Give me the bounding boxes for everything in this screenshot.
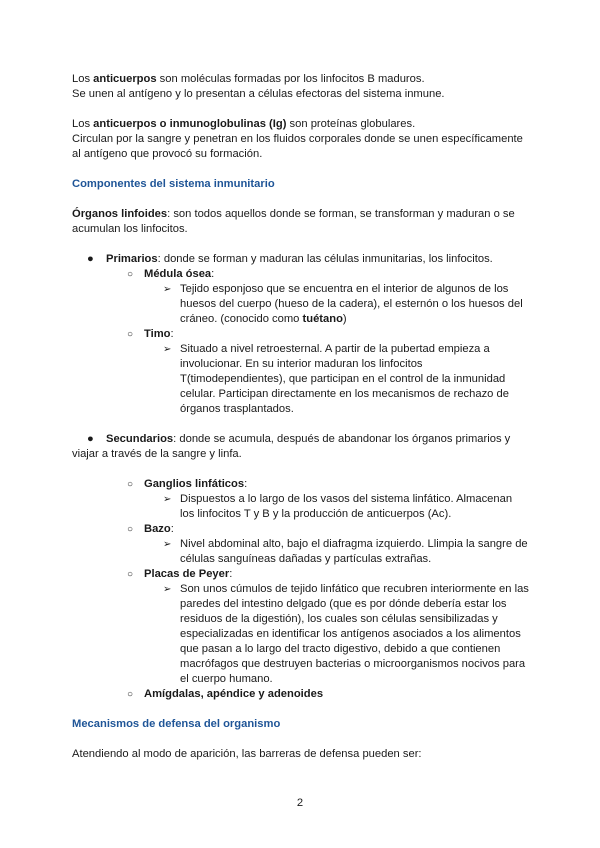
- intro-line-3: Los anticuerpos o inmunoglobulinas (Ig) son proteínas globulares.: [72, 118, 416, 130]
- arrow-bullet-icon: ➢: [163, 584, 172, 595]
- intro-line-4: Circulan por la sangre y penetran en los fluidos corporales donde se unen específicamente: [72, 133, 523, 145]
- list-item-placas-desc: ➢ Son unos cúmulos de tejido linfático que recubren interiormente en las paredes del intestino delgado (que es por dónde debería estar los residuos de la digestión), los cuales son células sensibilizadas y especializadas en identificar los antígenos asociados a los alimentos que pasan a lo largo del tracto digestivo, debido a que contienen macrófagos que destruyen bacterias o microorganismos nocivos para el cuerpo humano.: [163, 583, 529, 685]
- intro-line-1: Los anticuerpos son moléculas formadas por los linfocitos B maduros.: [72, 73, 425, 85]
- arrow-bullet-icon: ➢: [163, 494, 172, 505]
- list-item-timo-desc: ➢ Situado a nivel retroesternal. A partir de la pubertad empieza a involucionar. En su interior maduran los linfocitos T(timodependientes), que participan en el control de la inmunidad celular. Participan directamente en los mecanismos de rechazo de órganos trasplantados.: [163, 343, 509, 415]
- list-item-ganglios-desc: ➢ Dispuestos a lo largo de los vasos del sistema linfático. Almacenan los linfocitos T y B y la producción de anticuerpos (Ac).: [163, 493, 513, 520]
- list-item-ganglios: ○ Ganglios linfáticos:: [127, 478, 248, 490]
- list-item-medula-osea: ○ Médula ósea:: [127, 268, 215, 280]
- secundarios-line-2: viajar a través de la sangre y linfa.: [72, 448, 242, 460]
- circle-bullet-icon: ○: [127, 479, 134, 490]
- intro-line-5: al antígeno que provocó su formación.: [72, 148, 263, 160]
- circle-bullet-icon: ○: [127, 269, 134, 280]
- arrow-bullet-icon: ➢: [163, 539, 172, 550]
- list-item-primarios: ● Primarios: donde se forman y maduran las células inmunitarias, los linfocitos.: [87, 253, 493, 265]
- list-item-timo: ○ Timo:: [127, 328, 174, 340]
- circle-bullet-icon: ○: [127, 689, 134, 700]
- mecanismos-text: Atendiendo al modo de aparición, las barreras de defensa pueden ser:: [72, 748, 422, 760]
- circle-bullet-icon: ○: [127, 569, 134, 580]
- organos-linfoides-line-2: acumulan los linfocitos.: [72, 223, 188, 235]
- arrow-bullet-icon: ➢: [163, 284, 172, 295]
- section-heading-componentes: Componentes del sistema inmunitario: [72, 178, 275, 190]
- page-number: 2: [296, 797, 304, 809]
- section-heading-mecanismos: Mecanismos de defensa del organismo: [72, 718, 281, 730]
- list-item-secundarios: ● Secundarios: donde se acumula, después de abandonar los órganos primarios y: [87, 433, 511, 445]
- list-item-placas-peyer: ○ Placas de Peyer:: [127, 568, 233, 580]
- list-item-bazo: ○ Bazo:: [127, 523, 174, 535]
- arrow-bullet-icon: ➢: [163, 344, 172, 355]
- bullet-icon: ●: [87, 433, 94, 445]
- list-item-medula-desc: ➢ Tejido esponjoso que se encuentra en el interior de algunos de los huesos del cuerpo (hueso de la cadera), el esternón o los huesos del cráneo. (conocido como tuétano): [163, 283, 523, 325]
- document-page: [72, 72, 532, 762]
- organos-linfoides-line-1: Órganos linfoides: son todos aquellos donde se forman, se transforman y maduran o se: [72, 208, 515, 220]
- intro-line-2: Se unen al antígeno y lo presentan a células efectoras del sistema inmune.: [72, 88, 445, 100]
- circle-bullet-icon: ○: [127, 524, 134, 535]
- list-item-bazo-desc: ➢ Nivel abdominal alto, bajo el diafragma izquierdo. Llimpia la sangre de células sanguíneas dañadas y partículas extrañas.: [163, 538, 528, 565]
- circle-bullet-icon: ○: [127, 329, 134, 340]
- list-item-amigdalas: ○ Amígdalas, apéndice y adenoides: [127, 688, 324, 700]
- bullet-icon: ●: [87, 253, 94, 265]
